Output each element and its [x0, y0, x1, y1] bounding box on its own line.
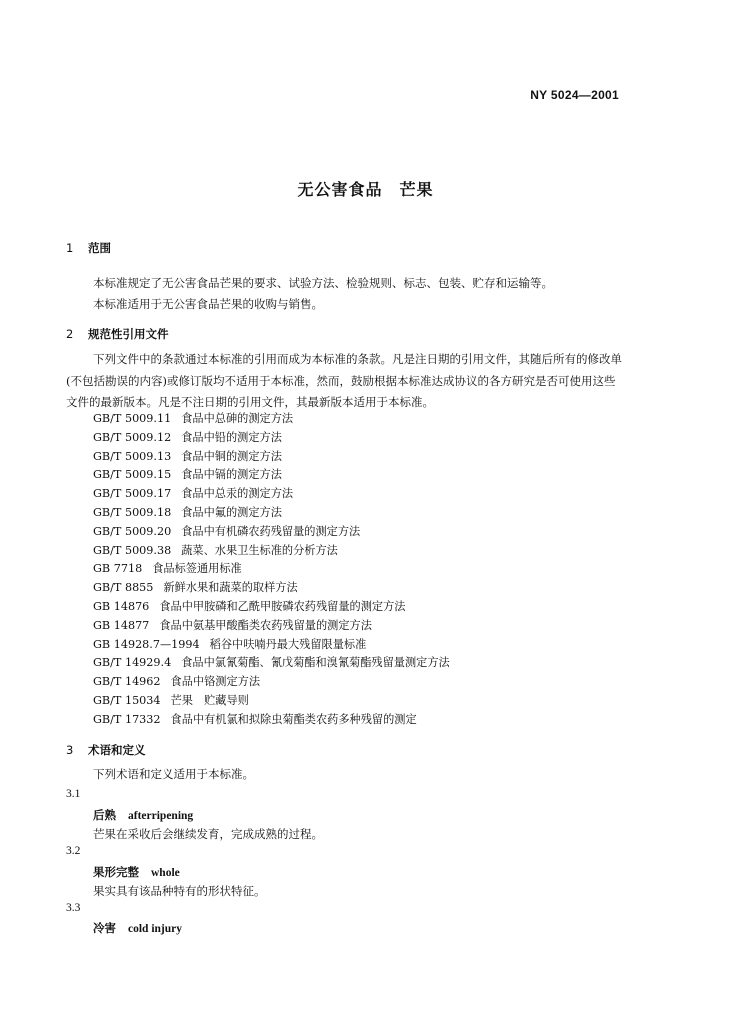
section-1-number: 1 — [66, 241, 74, 255]
reference-item — [93, 429, 450, 448]
reference-code: GB/T 15034 — [93, 693, 161, 707]
reference-item — [93, 692, 450, 711]
reference-item — [93, 711, 450, 730]
reference-code: GB/T 8855 — [93, 581, 154, 595]
reference-code: GB/T 5009.15 — [93, 468, 172, 482]
term-entry — [93, 920, 182, 936]
reference-title: 食品中甲胺磷和乙酰甲胺磷农药残留量的测定方法 — [159, 599, 406, 613]
term-english: afterripening — [128, 810, 194, 822]
reference-item — [93, 598, 450, 617]
reference-item — [93, 448, 450, 467]
reference-code: GB 14928.7—1994 — [93, 637, 200, 651]
reference-title: 食品中氨基甲酸酯类农药残留量的测定方法 — [159, 618, 372, 632]
reference-item — [93, 654, 450, 673]
reference-title: 蔬菜、水果卫生标准的分析方法 — [181, 543, 338, 557]
normative-references-list — [93, 410, 450, 730]
reference-item — [93, 504, 450, 523]
reference-code: GB 7718 — [93, 562, 143, 576]
reference-item — [93, 485, 450, 504]
reference-title: 食品中总砷的测定方法 — [181, 412, 294, 425]
reference-item — [93, 410, 450, 429]
section-1-title: 范围 — [88, 241, 111, 255]
reference-code: GB/T 5009.20 — [93, 524, 172, 538]
clause-number: 3.3 — [66, 902, 81, 914]
reference-title: 食品标签通用标准 — [152, 562, 242, 576]
section-2-title: 规范性引用文件 — [88, 327, 169, 341]
section-1-heading — [66, 240, 111, 256]
term-chinese: 后熟 — [93, 808, 116, 822]
reference-title: 食品中有机磷农药残留量的测定方法 — [181, 524, 361, 538]
reference-title: 新鲜水果和蔬菜的取样方法 — [163, 581, 298, 595]
reference-code: GB/T 5009.17 — [93, 487, 172, 501]
term-english: whole — [151, 867, 180, 879]
reference-title: 芒果 贮藏导则 — [170, 693, 249, 707]
term-definition: 果实具有该品种特有的形状特征。 — [93, 884, 266, 898]
section-1-paragraph-2: 本标准适用于无公害食品芒果的收购与销售。 — [93, 297, 323, 311]
section-2-number: 2 — [66, 327, 74, 341]
reference-item — [93, 636, 450, 655]
reference-title: 食品中氯氰菊酯、氰戊菊酯和溴氰菊酯残留量测定方法 — [181, 656, 450, 670]
term-definition: 芒果在采收后会继续发育，完成成熟的过程。 — [93, 827, 323, 841]
reference-title: 食品中氟的测定方法 — [181, 505, 282, 519]
reference-item — [93, 579, 450, 598]
reference-code: GB/T 5009.13 — [93, 449, 172, 463]
term-entry — [93, 807, 193, 823]
reference-code: GB/T 5009.38 — [93, 543, 172, 557]
section-3-number: 3 — [66, 743, 74, 757]
reference-item — [93, 560, 450, 579]
section-3-title: 术语和定义 — [88, 743, 146, 757]
reference-item — [93, 673, 450, 692]
term-entry — [93, 864, 180, 880]
reference-code: GB/T 17332 — [93, 712, 161, 726]
reference-code: GB/T 14929.4 — [93, 656, 172, 670]
clause-number: 3.2 — [66, 845, 81, 857]
standard-code: NY 5024—2001 — [530, 88, 619, 102]
document-title: 无公害食品 芒果 — [297, 180, 434, 199]
reference-title: 食品中铬测定方法 — [170, 675, 261, 689]
reference-title: 食品中铅的测定方法 — [181, 430, 282, 444]
reference-item — [93, 617, 450, 636]
section-3-heading — [66, 742, 146, 758]
term-chinese: 果形完整 — [93, 865, 139, 879]
clause-number: 3.1 — [66, 788, 81, 800]
reference-title: 食品中总汞的测定方法 — [181, 487, 294, 501]
reference-code: GB 14876 — [93, 599, 150, 613]
reference-title: 食品中镉的测定方法 — [181, 468, 282, 482]
reference-code: GB/T 5009.11 — [93, 412, 172, 425]
reference-title: 食品中铜的测定方法 — [181, 449, 282, 463]
reference-code: GB/T 14962 — [93, 675, 161, 689]
reference-item — [93, 523, 450, 542]
reference-item — [93, 542, 450, 561]
reference-title: 食品中有机氯和拟除虫菊酯类农药多种残留的测定 — [170, 712, 417, 726]
section-2-intro: 下列文件中的条款通过本标准的引用而成为本标准的条款。凡是注日期的引用文件，其随后所有的修改单(不包括勘误的内容)或修订版均不适用于本标准，然而，鼓励根据本标准达成协议的各方研究是否可使用这些文件的最新版本。凡是不注日期的引用文件，其最新版本适用于本标准。 — [66, 352, 622, 409]
term-english: cold injury — [128, 923, 182, 935]
reference-code: GB/T 5009.18 — [93, 505, 172, 519]
reference-code: GB/T 5009.12 — [93, 430, 172, 444]
reference-item — [93, 466, 450, 485]
section-2-heading — [66, 326, 169, 342]
reference-code: GB 14877 — [93, 618, 150, 632]
reference-title: 稻谷中呋喃丹最大残留限量标准 — [209, 637, 367, 651]
section-3-intro: 下列术语和定义适用于本标准。 — [93, 767, 254, 781]
section-1-paragraph-1: 本标准规定了无公害食品芒果的要求、试验方法、检验规则、标志、包装、贮存和运输等。 — [93, 276, 553, 290]
term-chinese: 冷害 — [93, 921, 116, 935]
